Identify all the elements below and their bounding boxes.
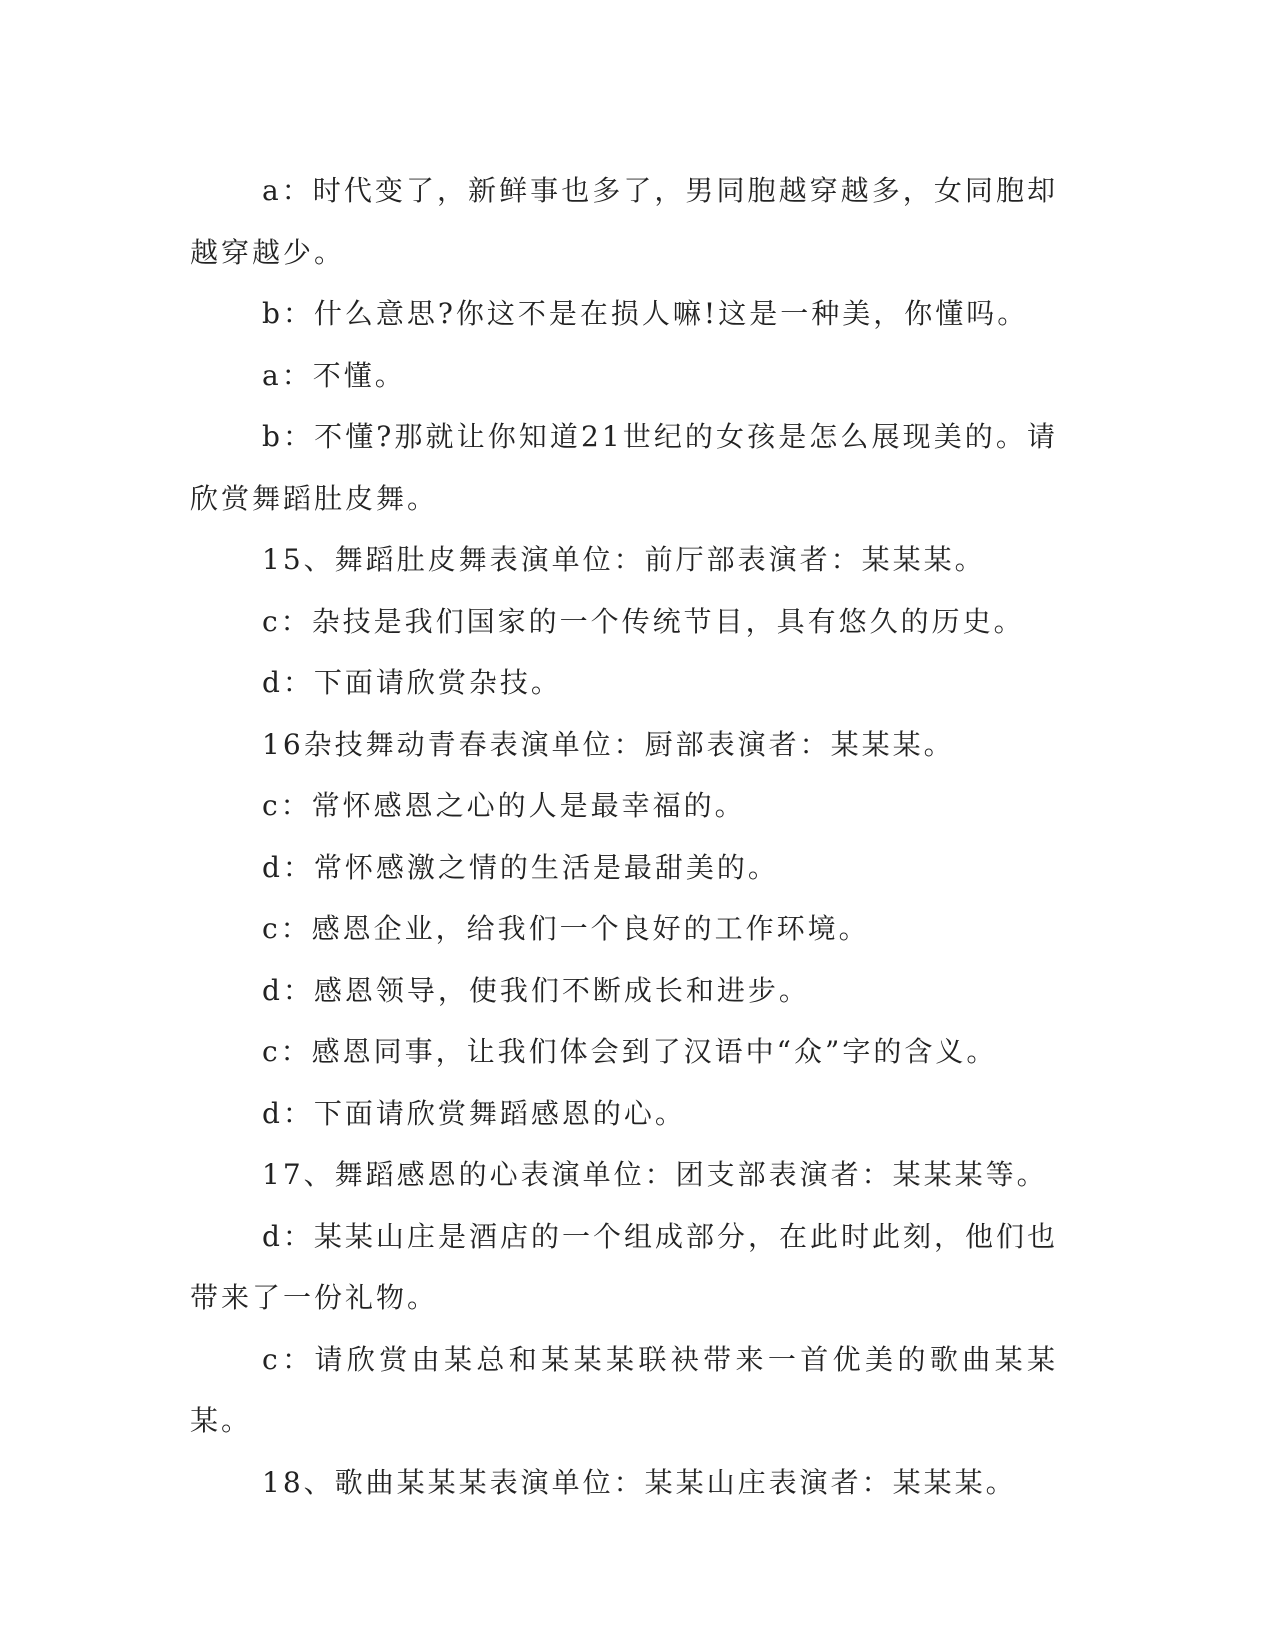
paragraph-18: 18、歌曲某某某表演单位：某某山庄表演者：某某某。 [262, 1465, 1017, 1499]
paragraph-17: c：请欣赏由某总和某某某联袂带来一首优美的歌曲某某某。 [190, 1342, 1058, 1437]
paragraph-2: b：什么意思?你这不是在损人嘛!这是一种美，你懂吗。 [262, 297, 1029, 330]
paragraph-9: c：常怀感恩之心的人是最幸福的。 [262, 789, 746, 822]
paragraph-8: 16杂技舞动青春表演单位：厨部表演者：某某某。 [262, 727, 955, 761]
paragraph-10: d：常怀感激之情的生活是最甜美的。 [262, 850, 779, 884]
paragraph-12: d：感恩领导，使我们不断成长和进步。 [262, 973, 810, 1007]
paragraph-7: d：下面请欣赏杂技。 [262, 666, 562, 699]
paragraph-5: 15、舞蹈肚皮舞表演单位：前厅部表演者：某某某。 [262, 543, 986, 576]
paragraph-3: a：不懂。 [262, 358, 406, 392]
paragraph-15: 17、舞蹈感恩的心表演单位：团支部表演者：某某某等。 [262, 1158, 1048, 1191]
paragraph-11: c：感恩企业，给我们一个良好的工作环境。 [262, 912, 870, 945]
paragraph-1: a：时代变了，新鲜事也多了，男同胞越穿越多，女同胞却越穿越少。 [190, 174, 1058, 269]
paragraph-13: c：感恩同事，让我们体会到了汉语中“众”字的含义。 [262, 1035, 998, 1068]
paragraph-4: b：不懂?那就让你知道21世纪的女孩是怎么展现美的。请欣赏舞蹈肚皮舞。 [190, 420, 1058, 515]
document-body [190, 160, 1058, 1513]
paragraph-14: d：下面请欣赏舞蹈感恩的心。 [262, 1096, 686, 1130]
paragraph-16: d：某某山庄是酒店的一个组成部分，在此时此刻，他们也带来了一份礼物。 [190, 1219, 1058, 1314]
paragraph-6: c：杂技是我们国家的一个传统节目，具有悠久的历史。 [262, 604, 1025, 638]
